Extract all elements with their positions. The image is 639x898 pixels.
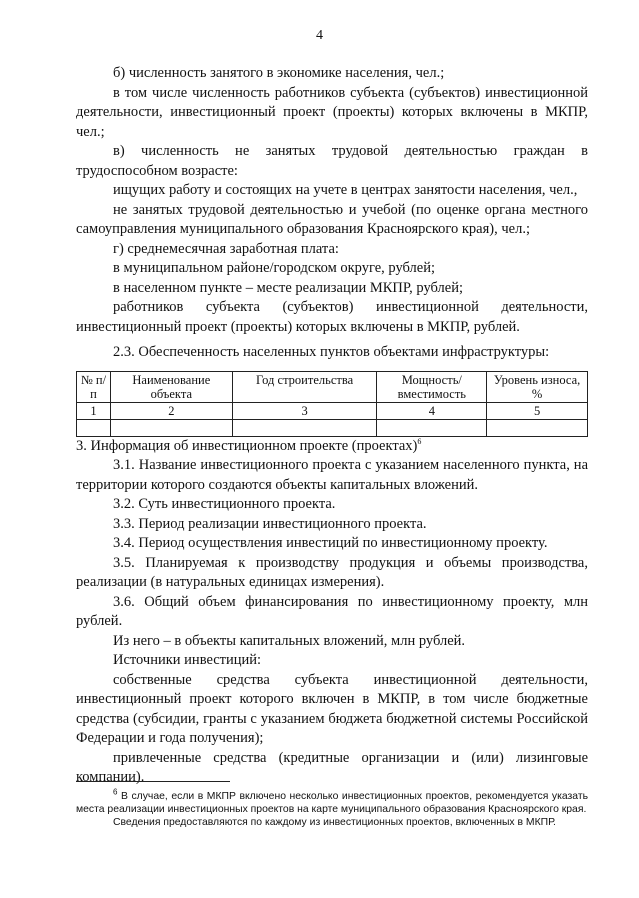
footnote-number: 6 [113, 787, 118, 797]
paragraph-3-2: 3.2. Суть инвестиционного проекта. [113, 496, 336, 512]
paragraph-unemployed-citizens: в) численность не занятых трудовой деятельностью граждан в трудоспособном возрасте: [76, 143, 588, 179]
table-cell: 1 [77, 402, 111, 419]
section-3-title-text: 3. Информация об инвестиционном проекте (проектах) [76, 437, 418, 454]
footnote-text: В случае, если в МКПР включено несколько инвестиционных проектов, рекомендуется указать места реализации инвестиционных проектов на карте муниципального образования Красноярского края. [76, 791, 588, 815]
paragraph-job-seekers: ищущих работу и состоящих на учете в центрах занятости населения, чел., [113, 182, 578, 198]
table-cell: 4 [377, 402, 487, 419]
paragraph-3-6: 3.6. Общий объем финансирования по инвестиционному проекту, млн рублей. [76, 593, 588, 629]
document-body [76, 64, 588, 788]
table-empty-row [77, 419, 588, 436]
paragraph-capital-investments: Из него – в объекты капитальных вложений, млн рублей. [113, 632, 466, 649]
table-header-cell: № п/п [77, 371, 111, 402]
table-cell [487, 419, 588, 436]
footnote-6 [76, 787, 588, 816]
table-header-cell: Мощность/ вместимость [377, 371, 487, 402]
table-header-row [77, 371, 588, 402]
paragraph-3-1: 3.1. Название инвестиционного проекта с указанием населенного пункта, на территории которого создаются объекты капитальных вложений. [76, 457, 588, 493]
paragraph-borrowed-funds: привлеченные средства (кредитные организации и (или) лизинговые компании). [76, 749, 588, 785]
table-cell [110, 419, 232, 436]
table-caption: 2.3. Обеспеченность населенных пунктов объектами инфраструктуры: [113, 344, 550, 360]
paragraph-3-3: 3.3. Период реализации инвестиционного проекта. [113, 515, 427, 532]
footnote-divider [76, 781, 230, 782]
table-cell: 3 [232, 402, 377, 419]
paragraph-own-funds: собственные средства субъекта инвестиционной деятельности, инвестиционный проект которого включен в МКПР, в том числе бюджетные средства (субсидии, гранты с указанием бюджета бюджетной системы Российской Федерации и года получения); [76, 671, 588, 746]
page-number: 4 [316, 28, 323, 43]
table-cell: 2 [110, 402, 232, 419]
footnotes [76, 787, 588, 829]
paragraph-3-5: 3.5. Планируемая к производству продукция и объемы производства, реализации (в натуральных единицах измерения). [76, 554, 588, 590]
paragraph-3-4: 3.4. Период осуществления инвестиций по инвестиционному проекту. [113, 535, 548, 551]
table-cell [232, 419, 377, 436]
paragraph-salary-investor-workers: работников субъекта (субъектов) инвестиционной деятельности, инвестиционный проект (проекты) которых включены в МКПР, рублей. [76, 299, 588, 335]
table-header-cell: Уровень износа, % [487, 371, 588, 402]
paragraph-salary-settlement: в населенном пункте – месте реализации МКПР, рублей; [113, 279, 464, 296]
infrastructure-table [76, 371, 588, 437]
table-cell [377, 419, 487, 436]
table-header-cell: Год строительства [232, 371, 377, 402]
table-number-row [77, 402, 588, 419]
footnote-marker: 6 [417, 436, 422, 446]
table-cell: 5 [487, 402, 588, 419]
paragraph-not-working-not-studying: не занятых трудовой деятельностью и учебой (по оценке органа местного самоуправления муниципального образования Красноярского края), чел.; [76, 201, 588, 237]
section-3-title [76, 437, 588, 457]
table-header-cell: Наименование объекта [110, 371, 232, 402]
paragraph-employed-population: б) численность занятого в экономике населения, чел.; [113, 65, 445, 81]
table-cell [77, 419, 111, 436]
paragraph-investment-sources: Источники инвестиций: [113, 652, 262, 668]
footnote-6-continuation: Сведения предоставляются по каждому из инвестиционных проектов, включенных в МКПР. [113, 817, 556, 828]
paragraph-investor-workers: в том числе численность работников субъекта (субъектов) инвестиционной деятельности, инвестиционный проект (проекты) которых включены в МКПР, чел.; [76, 84, 588, 140]
paragraph-salary-municipal: в муниципальном районе/городском округе, рублей; [113, 260, 436, 276]
paragraph-average-salary: г) среднемесячная заработная плата: [113, 240, 339, 257]
